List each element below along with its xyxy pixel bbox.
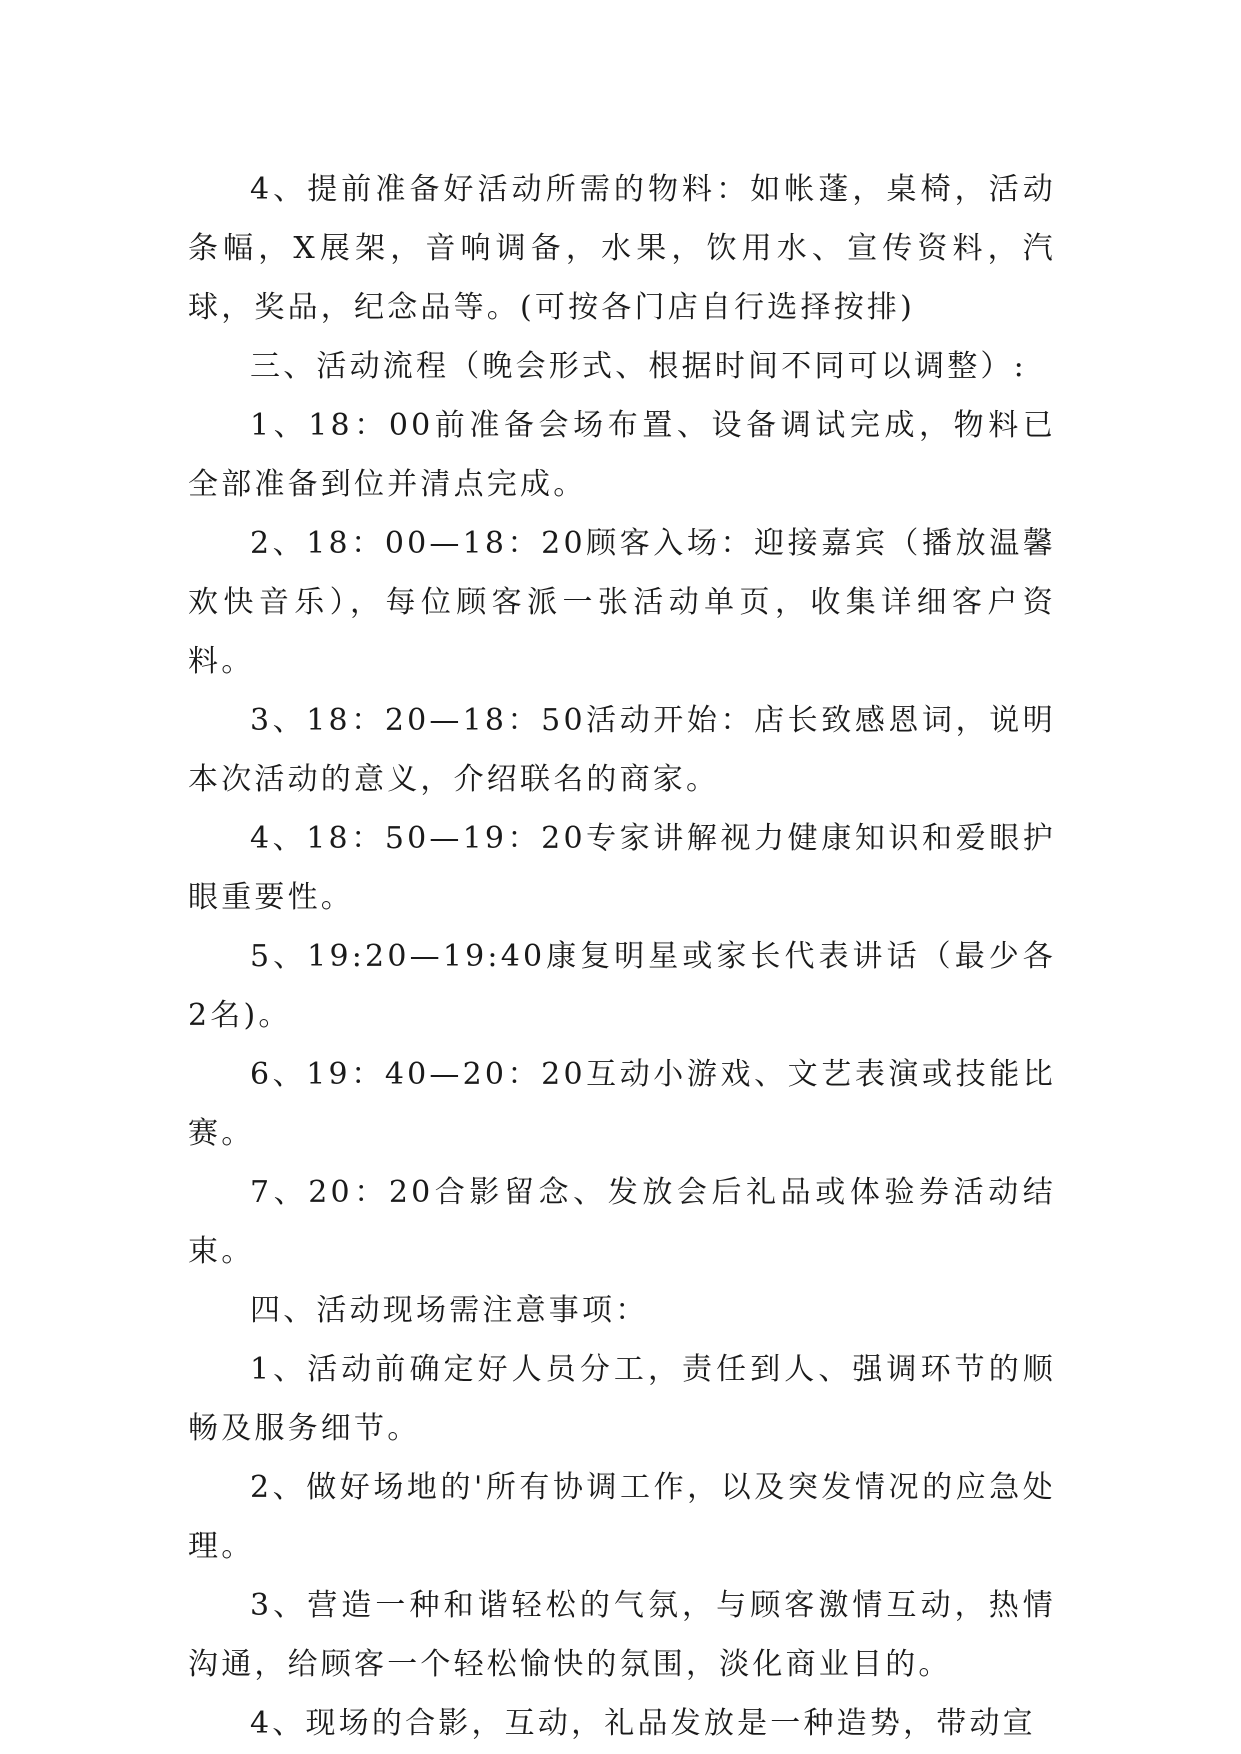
paragraph: 5、19:20—19:40康复明星或家长代表讲话（最少各2名)。	[188, 939, 1056, 1033]
paragraph: 3、18：20—18：50活动开始：店长致感恩词，说明本次活动的意义，介绍联名的商家。	[188, 703, 1056, 797]
paragraph: 2、做好场地的'所有协调工作，以及突发情况的应急处理。	[188, 1470, 1056, 1564]
paragraph: 4、提前准备好活动所需的物料：如帐蓬，桌椅，活动条幅，X展架，音响调备，水果，饮用水、宣传资料，汽球，奖品，纪念品等。(可按各门店自行选择按排)	[188, 172, 1056, 325]
paragraph: 1、活动前确定好人员分工，责任到人、强调环节的顺畅及服务细节。	[188, 1352, 1056, 1446]
paragraph: 3、营造一种和谐轻松的气氛，与顾客激情互动，热情沟通，给顾客一个轻松愉快的氛围，淡化商业目的。	[188, 1588, 1056, 1682]
document-body	[188, 160, 1056, 1753]
paragraph: 1、18：00前准备会场布置、设备调试完成，物料已全部准备到位并清点完成。	[188, 408, 1056, 502]
paragraph: 7、20：20合影留念、发放会后礼品或体验券活动结束。	[188, 1175, 1056, 1269]
paragraph: 6、19：40—20：20互动小游戏、文艺表演或技能比赛。	[188, 1057, 1056, 1151]
paragraph: 4、现场的合影，互动，礼品发放是一种造势，带动宣	[250, 1706, 1036, 1741]
paragraph: 2、18：00—18：20顾客入场：迎接嘉宾（播放温馨欢快音乐），每位顾客派一张活动单页，收集详细客户资料。	[188, 526, 1056, 679]
section-heading: 四、活动现场需注意事项：	[250, 1293, 649, 1328]
section-heading: 三、活动流程（晚会形式、根据时间不同可以调整）:	[250, 349, 1027, 384]
paragraph: 4、18：50—19：20专家讲解视力健康知识和爱眼护眼重要性。	[188, 821, 1056, 915]
